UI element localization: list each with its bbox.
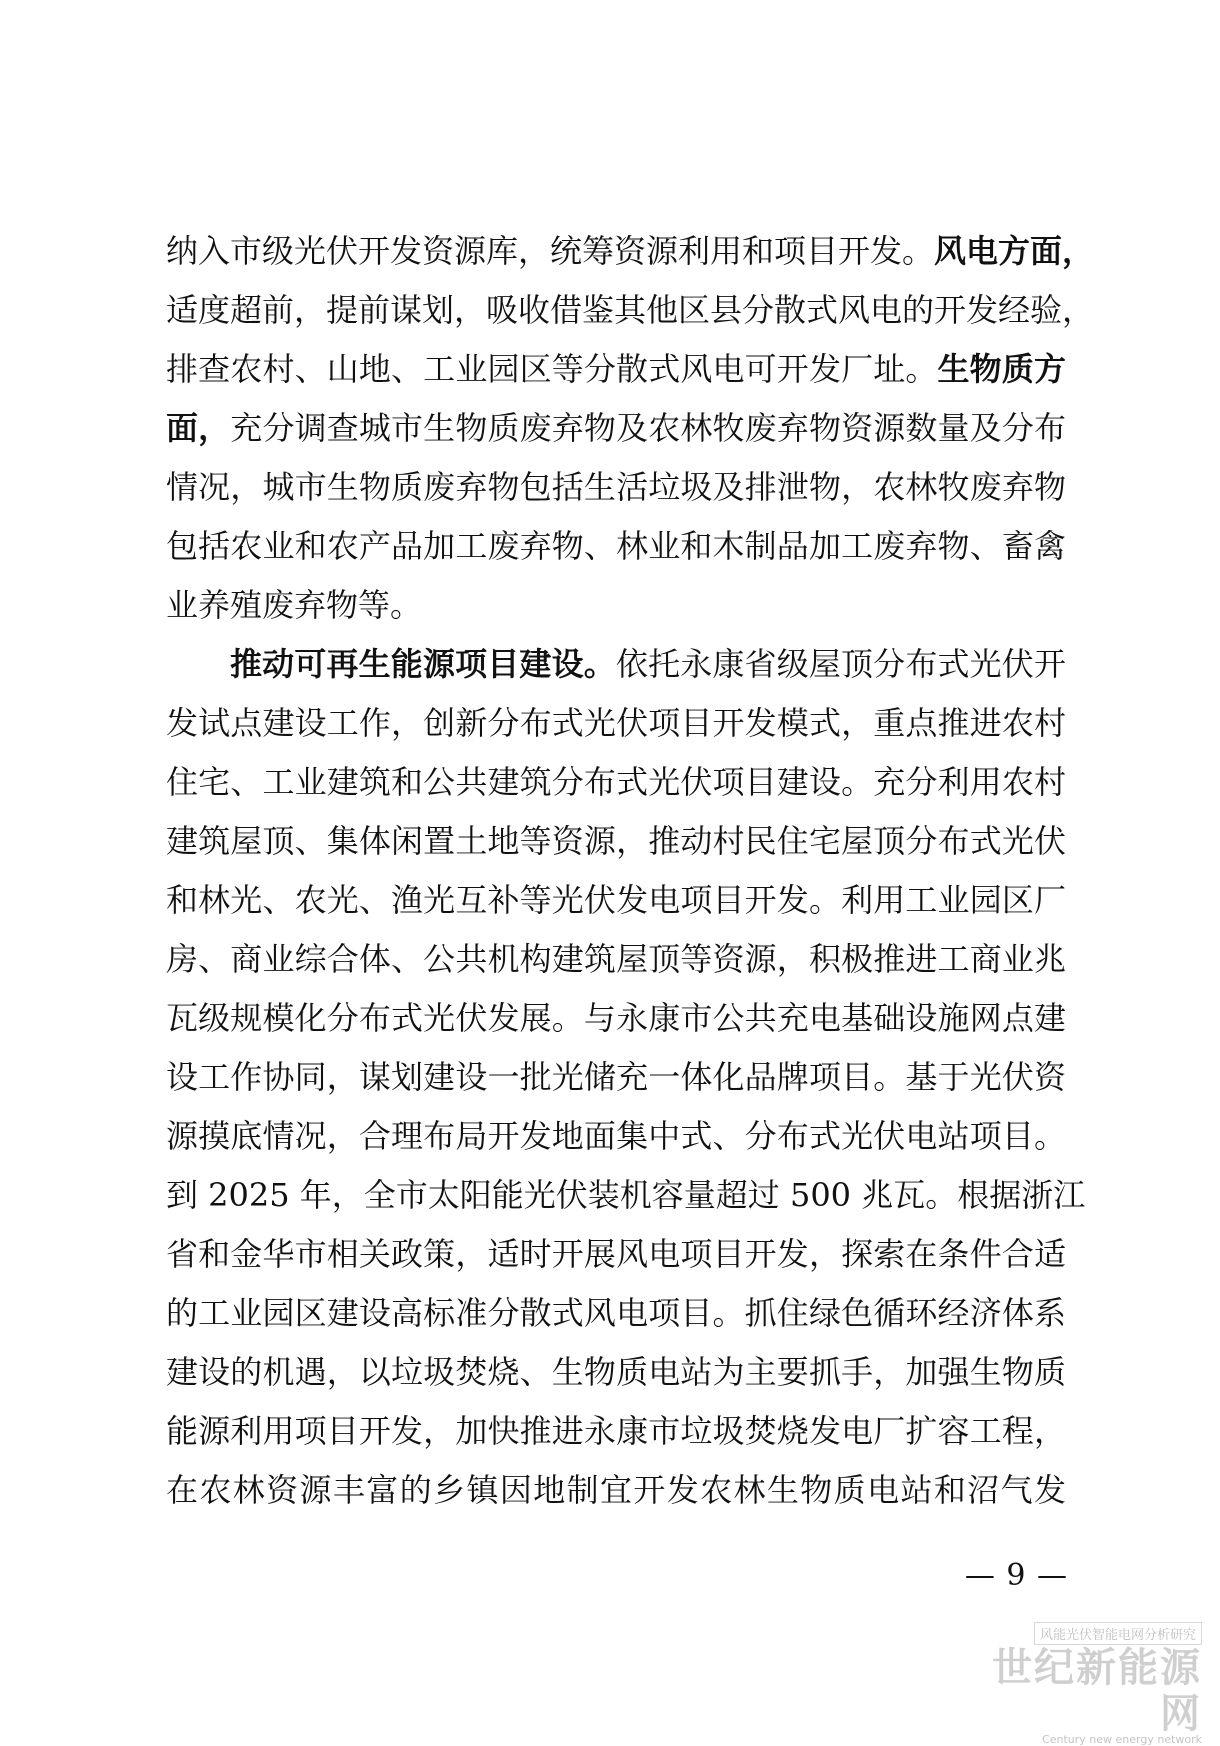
page-number: — 9 —: [964, 1558, 1068, 1593]
text-line: 设工作协同，谋划建设一批光储充一体化品牌项目。基于光伏资: [166, 1058, 1066, 1096]
document-body: [166, 222, 1095, 1520]
text-line: 排查农村、山地、工业园区等分散式风电可开发厂址。生物质方: [166, 350, 1066, 388]
text-line: 建筑屋顶、集体闲置土地等资源，推动村民住宅屋顶分布式光伏: [166, 822, 1066, 860]
watermark-title: 世纪新能源网: [992, 1645, 1202, 1737]
text-line: 能源利用项目开发，加快推进永康市垃圾焚烧发电厂扩容工程，: [166, 1412, 1066, 1450]
text-line: 适度超前，提前谋划，吸收借鉴其他区县分散式风电的开发经验，: [166, 291, 1095, 329]
watermark-subtitle: Century new energy network: [1042, 1733, 1202, 1746]
text-line: 面，充分调查城市生物质废弃物及农林牧废弃物资源数量及分布: [166, 409, 1066, 447]
text-line: 业养殖废弃物等。: [166, 586, 423, 624]
text-line: 推动可再生能源项目建设。依托永康省级屋顶分布式光伏开: [230, 645, 1066, 683]
text-line: 情况，城市生物质废弃物包括生活垃圾及排泄物，农林牧废弃物: [166, 468, 1066, 506]
text-line: 源摸底情况，合理布局开发地面集中式、分布式光伏电站项目。: [166, 1117, 1066, 1155]
text-line: 发试点建设工作，创新分布式光伏项目开发模式，重点推进农村: [166, 704, 1066, 742]
bold-heading-biomass-cont: 面，: [166, 409, 231, 447]
text-line: 到 2025 年，全市太阳能光伏装机容量超过 500 兆瓦。根据浙江: [166, 1176, 1086, 1214]
text-line: 纳入市级光伏开发资源库，统筹资源利用和项目开发。风电方面，: [166, 232, 1095, 270]
section-heading: 推动可再生能源项目建设。: [230, 645, 616, 683]
watermark-logo: [962, 1622, 1202, 1746]
bold-heading-wind: 风电方面，: [934, 232, 1095, 270]
text-line: 和林光、农光、渔光互补等光伏发电项目开发。利用工业园区厂: [166, 881, 1066, 919]
bold-heading-biomass: 生物质方: [937, 350, 1066, 388]
text-line: 省和金华市相关政策，适时开展风电项目开发，探索在条件合适: [166, 1235, 1066, 1273]
text-line: 包括农业和农产品加工废弃物、林业和木制品加工废弃物、畜禽: [166, 527, 1066, 565]
text-line: 住宅、工业建筑和公共建筑分布式光伏项目建设。充分利用农村: [166, 763, 1066, 801]
text-line: 在农林资源丰富的乡镇因地制宜开发农林生物质电站和沼气发: [166, 1471, 1066, 1509]
text-line: 建设的机遇，以垃圾焚烧、生物质电站为主要抓手，加强生物质: [166, 1353, 1066, 1391]
text-line: 瓦级规模化分布式光伏发展。与永康市公共充电基础设施网点建: [166, 999, 1066, 1037]
text-line: 的工业园区建设高标准分散式风电项目。抓住绿色循环经济体系: [166, 1294, 1066, 1332]
watermark-tagline: 风能光伏智能电网分析研究: [1034, 1622, 1202, 1645]
text-line: 房、商业综合体、公共机构建筑屋顶等资源，积极推进工商业兆: [166, 940, 1066, 978]
